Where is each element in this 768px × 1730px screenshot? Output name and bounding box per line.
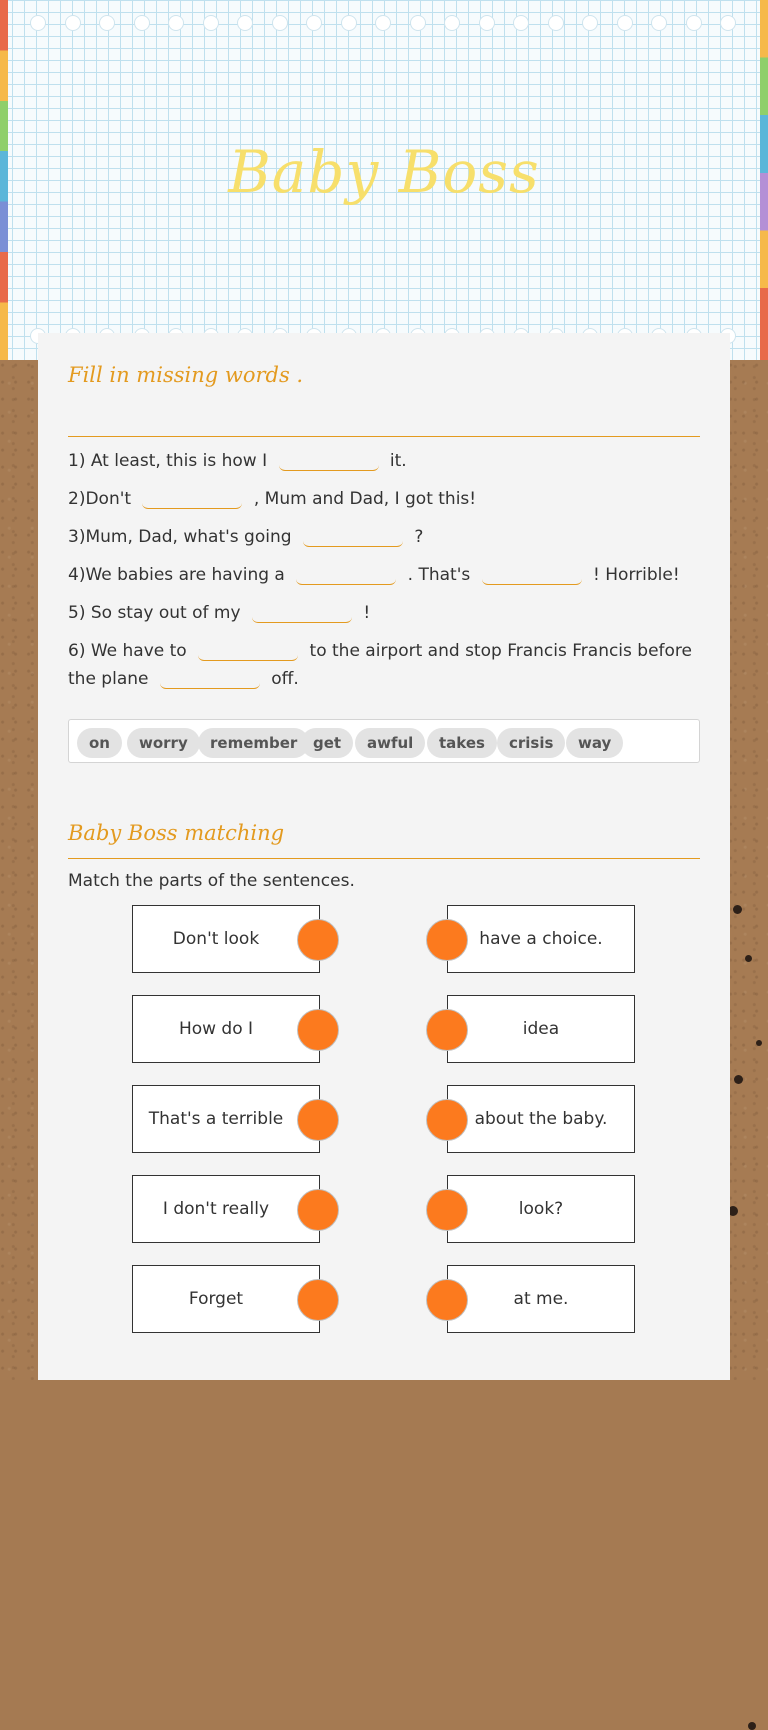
match-right-text: at me. bbox=[513, 1289, 569, 1309]
cork-dot bbox=[733, 905, 742, 914]
section-title-fill-in: Fill in missing words . bbox=[68, 363, 304, 387]
question-text: , Mum and Dad, I got this! bbox=[253, 489, 477, 509]
match-connector-dot[interactable] bbox=[426, 919, 468, 961]
match-left-text: I don't really bbox=[162, 1199, 270, 1219]
section-title-matching: Baby Boss matching bbox=[68, 821, 285, 845]
match-left-item[interactable] bbox=[132, 1265, 320, 1333]
answer-blank[interactable] bbox=[142, 490, 242, 509]
match-left-text: Don't look bbox=[172, 929, 260, 949]
match-connector-dot[interactable] bbox=[297, 1279, 339, 1321]
punch-hole bbox=[513, 15, 529, 31]
match-left-text: How do I bbox=[178, 1019, 254, 1039]
answer-blank[interactable] bbox=[482, 566, 582, 585]
word-chip[interactable]: worry bbox=[127, 728, 200, 758]
section-rule bbox=[68, 858, 700, 859]
punch-hole bbox=[341, 15, 357, 31]
cork-dot bbox=[745, 955, 752, 962]
word-chip[interactable]: on bbox=[77, 728, 122, 758]
punch-hole bbox=[410, 15, 426, 31]
question-text: 4)We babies are having a bbox=[68, 565, 285, 585]
question-text: to the airport and stop Francis Francis before bbox=[309, 641, 693, 661]
punch-hole bbox=[30, 15, 46, 31]
matching-instruction: Match the parts of the sentences. bbox=[68, 871, 355, 891]
question-text: ? bbox=[414, 527, 424, 547]
punch-hole bbox=[720, 15, 736, 31]
header-banner bbox=[0, 0, 768, 360]
match-connector-dot[interactable] bbox=[426, 1279, 468, 1321]
word-chip[interactable]: awful bbox=[355, 728, 425, 758]
match-right-item[interactable] bbox=[447, 995, 635, 1063]
question-6 bbox=[68, 637, 700, 693]
punch-hole bbox=[134, 15, 150, 31]
match-right-item[interactable] bbox=[447, 905, 635, 973]
punch-hole bbox=[582, 15, 598, 31]
question-4 bbox=[68, 561, 700, 589]
punch-holes-top bbox=[20, 15, 750, 33]
answer-blank[interactable] bbox=[252, 604, 352, 623]
punch-hole bbox=[651, 15, 667, 31]
match-left-item[interactable] bbox=[132, 995, 320, 1063]
question-1 bbox=[68, 447, 700, 475]
match-right-item[interactable] bbox=[447, 1085, 635, 1153]
cork-dot bbox=[756, 1040, 762, 1046]
match-connector-dot[interactable] bbox=[297, 919, 339, 961]
match-connector-dot[interactable] bbox=[297, 1009, 339, 1051]
match-right-text: about the baby. bbox=[474, 1109, 608, 1129]
punch-hole bbox=[617, 15, 633, 31]
word-chip[interactable]: remember bbox=[198, 728, 309, 758]
question-text: the plane bbox=[68, 669, 149, 689]
match-left-item[interactable] bbox=[132, 1085, 320, 1153]
match-right-text: look? bbox=[518, 1199, 564, 1219]
word-chip[interactable]: way bbox=[566, 728, 623, 758]
match-connector-dot[interactable] bbox=[297, 1099, 339, 1141]
match-left-text: That's a terrible bbox=[148, 1109, 284, 1129]
match-right-item[interactable] bbox=[447, 1175, 635, 1243]
answer-blank[interactable] bbox=[279, 452, 379, 471]
question-text: it. bbox=[389, 451, 407, 471]
answer-blank[interactable] bbox=[303, 528, 403, 547]
question-text: 1) At least, this is how I bbox=[68, 451, 268, 471]
question-text: 3)Mum, Dad, what's going bbox=[68, 527, 292, 547]
punch-hole bbox=[444, 15, 460, 31]
punch-hole bbox=[168, 15, 184, 31]
punch-hole bbox=[203, 15, 219, 31]
match-right-item[interactable] bbox=[447, 1265, 635, 1333]
punch-hole bbox=[548, 15, 564, 31]
question-text: 2)Don't bbox=[68, 489, 132, 509]
punch-hole bbox=[237, 15, 253, 31]
question-5 bbox=[68, 599, 700, 627]
question-text: 5) So stay out of my bbox=[68, 603, 241, 623]
match-left-item[interactable] bbox=[132, 1175, 320, 1243]
punch-hole bbox=[686, 15, 702, 31]
answer-blank[interactable] bbox=[160, 670, 260, 689]
match-left-text: Forget bbox=[188, 1289, 244, 1309]
punch-hole bbox=[65, 15, 81, 31]
word-chip[interactable]: get bbox=[301, 728, 353, 758]
question-3 bbox=[68, 523, 700, 551]
word-bank bbox=[68, 719, 700, 763]
section-rule bbox=[68, 436, 700, 437]
question-text: off. bbox=[271, 669, 299, 689]
punch-hole bbox=[375, 15, 391, 31]
match-left-item[interactable] bbox=[132, 905, 320, 973]
answer-blank[interactable] bbox=[198, 642, 298, 661]
question-text: 6) We have to bbox=[68, 641, 187, 661]
worksheet-card bbox=[38, 333, 730, 1380]
match-connector-dot[interactable] bbox=[426, 1189, 468, 1231]
question-2 bbox=[68, 485, 700, 513]
match-connector-dot[interactable] bbox=[426, 1099, 468, 1141]
question-text: ! bbox=[363, 603, 371, 623]
page-title: Baby Boss bbox=[228, 138, 540, 206]
word-chip[interactable]: takes bbox=[427, 728, 497, 758]
punch-hole bbox=[99, 15, 115, 31]
match-right-text: have a choice. bbox=[479, 929, 603, 949]
punch-hole bbox=[272, 15, 288, 31]
match-right-text: idea bbox=[522, 1019, 560, 1039]
cork-dot bbox=[748, 1722, 756, 1730]
punch-hole bbox=[479, 15, 495, 31]
match-connector-dot[interactable] bbox=[426, 1009, 468, 1051]
punch-hole bbox=[306, 15, 322, 31]
question-text: . That's bbox=[407, 565, 471, 585]
question-text: ! Horrible! bbox=[593, 565, 680, 585]
word-chip[interactable]: crisis bbox=[497, 728, 565, 758]
cork-dot bbox=[734, 1075, 743, 1084]
answer-blank[interactable] bbox=[296, 566, 396, 585]
match-connector-dot[interactable] bbox=[297, 1189, 339, 1231]
